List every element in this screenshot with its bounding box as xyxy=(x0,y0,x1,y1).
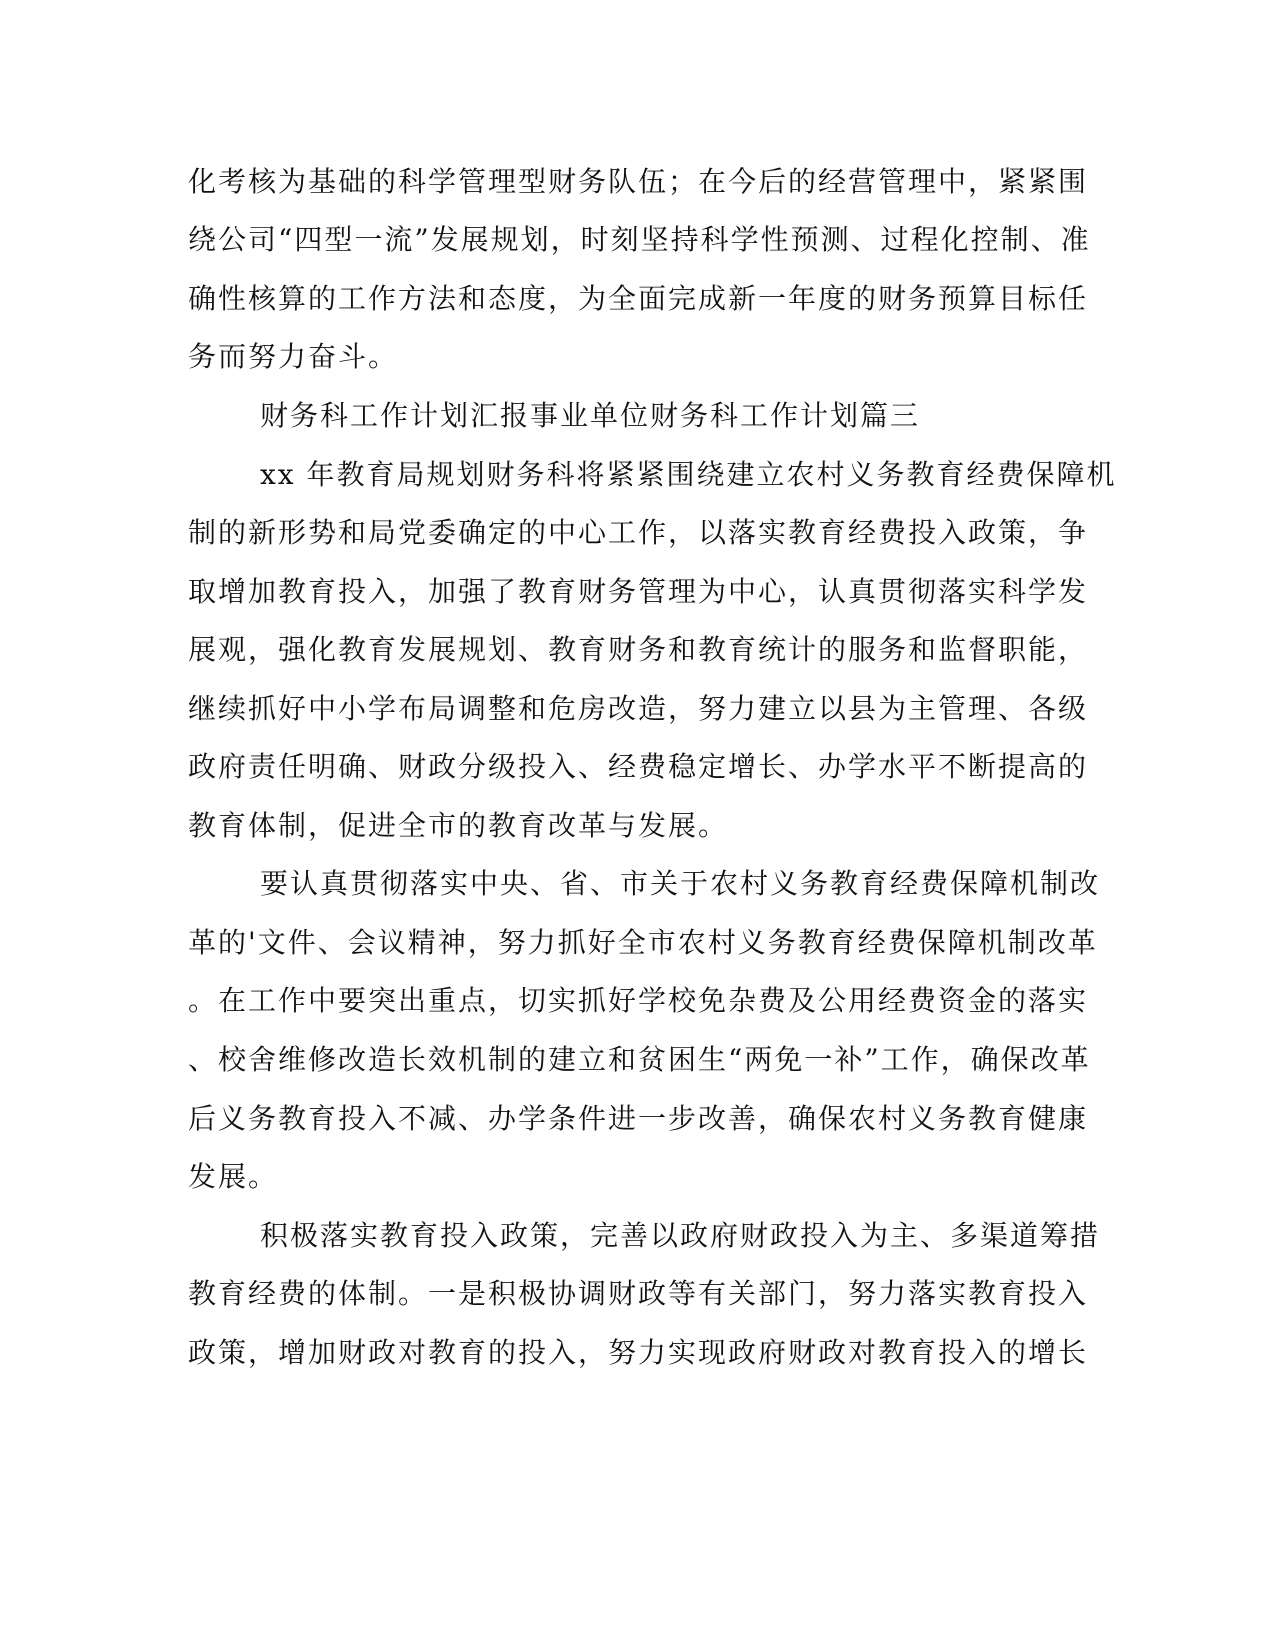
text-line: 积极落实教育投入政策，完善以政府财政投入为主、多渠道筹措 xyxy=(260,1219,1101,1252)
text-line: 政府责任明确、财政分级投入、经费稳定增长、办学水平不断提高的 xyxy=(188,750,1089,783)
text-line: 务而努力奋斗。 xyxy=(188,340,399,373)
text-line: 继续抓好中小学布局调整和危房改造，努力建立以县为主管理、各级 xyxy=(188,692,1089,725)
text-line: 教育体制，促进全市的教育改革与发展。 xyxy=(188,809,729,842)
text-line: 。在工作中要突出重点，切实抓好学校免杂费及公用经费资金的落实 xyxy=(188,984,1089,1017)
section-heading: 财务科工作计划汇报事业单位财务科工作计划篇三 xyxy=(260,399,921,432)
text-line: xx 年教育局规划财务科将紧紧围绕建立农村义务教育经费保障机 xyxy=(260,458,1117,491)
text-line: 绕公司“四型一流”发展规划，时刻坚持科学性预测、过程化控制、准 xyxy=(188,223,1091,256)
text-line: 制的新形势和局党委确定的中心工作，以落实教育经费投入政策，争 xyxy=(188,516,1089,549)
text-line: 发展。 xyxy=(188,1160,279,1193)
text-line: 要认真贯彻落实中央、省、市关于农村义务教育经费保障机制改 xyxy=(260,867,1101,900)
text-line: 确性核算的工作方法和态度，为全面完成新一年度的财务预算目标任 xyxy=(188,282,1089,315)
text-line: 革的'文件、会议精神，努力抓好全市农村义务教育经费保障机制改革 xyxy=(188,926,1098,959)
text-line: 政策，增加财政对教育的投入，努力实现政府财政对教育投入的增长 xyxy=(188,1336,1089,1369)
text-line: 教育经费的体制。一是积极协调财政等有关部门，努力落实教育投入 xyxy=(188,1277,1089,1310)
text-line: 取增加教育投入，加强了教育财务管理为中心，认真贯彻落实科学发 xyxy=(188,575,1089,608)
text-line: 展观，强化教育发展规划、教育财务和教育统计的服务和监督职能， xyxy=(188,633,1089,666)
text-line: 后义务教育投入不减、办学条件进一步改善，确保农村义务教育健康 xyxy=(188,1102,1089,1135)
text-line: 、校舍维修改造长效机制的建立和贫困生“两免一补”工作，确保改革 xyxy=(188,1043,1091,1076)
text-line: 化考核为基础的科学管理型财务队伍；在今后的经营管理中，紧紧围 xyxy=(188,165,1089,198)
